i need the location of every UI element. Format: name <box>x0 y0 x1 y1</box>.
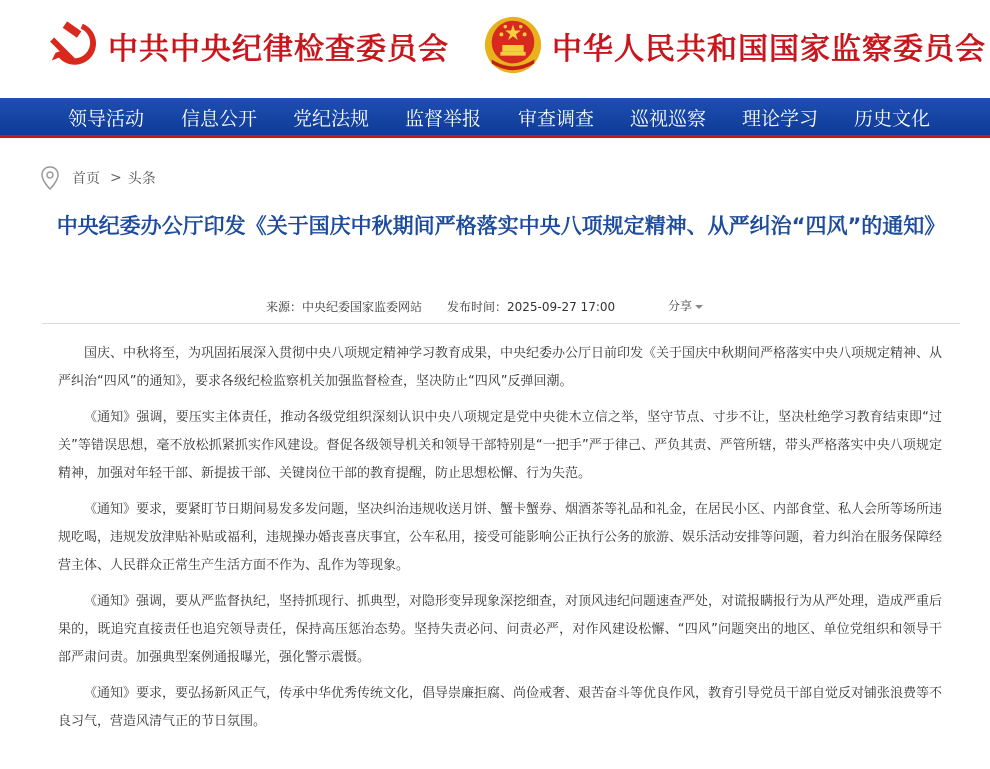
nav-item-inspection[interactable]: 巡视巡察 <box>630 108 707 130</box>
share-label: 分享 <box>668 299 693 313</box>
caret-down-icon <box>695 305 703 309</box>
nav-item-disclosure[interactable]: 信息公开 <box>181 108 258 130</box>
article-paragraph: 《通知》要求，要紧盯节日期间易发多发问题，坚决纠治违规收送月饼、蟹卡蟹券、烟酒茶等礼品和礼金，在居民小区、内部食堂、私人会所等场所违规吃喝，违规发放津贴补贴或福利，违规操办婚丧喜庆事宜，公车私用，接受可能影响公正执行公务的旅游、娱乐活动安排等问题，着力纠治在服务保障经营主体、人民群众正常生产生活方面不作为、乱作为等现象。 <box>58 502 943 573</box>
hammer-sickle-emblem-icon <box>44 16 102 74</box>
main-nav <box>0 98 990 138</box>
nav-item-theory[interactable]: 理论学习 <box>742 108 819 130</box>
breadcrumb-separator: > <box>110 170 122 186</box>
location-pin-icon <box>40 166 60 190</box>
nav-item-history[interactable]: 历史文化 <box>854 108 931 130</box>
breadcrumb-current[interactable]: 头条 <box>127 171 156 187</box>
article-body <box>58 340 942 744</box>
nav-item-report[interactable]: 监督举报 <box>405 108 482 130</box>
article-paragraph: 国庆、中秋将至，为巩固拓展深入贯彻中央八项规定精神学习教育成果，中央纪委办公厅日前印发《关于国庆中秋期间严格落实中央八项规定精神、从严纠治“四风”的通知》，要求各级纪检监察机关加强监督检查，坚决防止“四风”反弹回潮。 <box>58 346 943 389</box>
article-paragraph: 《通知》强调，要压实主体责任，推动各级党组织深刻认识中央八项规定是党中央徙木立信之举，坚守节点、寸步不让，坚决杜绝学习教育结束即“过关”等错误思想，毫不放松抓紧抓实作风建设。督促各级领导机关和领导干部特别是“一把手”严于律己、严负其责、严管所辖，带头严格落实中央八项规定精神，加强对年轻干部、新提拔干部、关键岗位干部的教育提醒，防止思想松懈、行为失范。 <box>58 410 942 481</box>
article-paragraph: 《通知》要求，要弘扬新风正气，传承中华优秀传统文化，倡导崇廉拒腐、尚俭戒奢、艰苦奋斗等优良作风，教育引导党员干部自觉反对铺张浪费等不良习气，营造风清气正的节日氛围。 <box>58 686 943 729</box>
share-button[interactable] <box>668 297 703 314</box>
org-name-cpc-ccdi: 中共中央纪律检查委员会 <box>108 32 449 67</box>
nav-item-regulations[interactable]: 党纪法规 <box>293 108 370 130</box>
breadcrumb-home-link[interactable]: 首页 <box>72 171 100 187</box>
org-name-nsc: 中华人民共和国国家监察委员会 <box>552 32 986 67</box>
article-paragraph: 《通知》强调，要从严监督执纪，坚持抓现行、抓典型，对隐形变异现象深挖细查，对顶风违纪问题速查严处，对谎报瞒报行为从严处理，造成严重后果的，既追究直接责任也追究领导责任，保持高压惩治态势。坚持失责必问、问责必严，对作风建设松懈、“四风”问题突出的地区、单位党组织和领导干部严肃问责。加强典型案例通报曝光，强化警示震慑。 <box>58 594 943 665</box>
article-title: 中央纪委办公厅印发《关于国庆中秋期间严格落实中央八项规定精神、从严纠治“四风”的通知》 <box>56 214 946 238</box>
divider <box>42 323 960 324</box>
article-publish-time: 发布时间：2025-09-27 17:00 <box>447 300 616 314</box>
nav-item-investigation[interactable]: 审查调查 <box>518 108 595 130</box>
nav-item-leadership[interactable]: 领导活动 <box>68 108 145 130</box>
article-source: 来源：中央纪委国家监委网站 <box>266 300 423 314</box>
national-emblem-icon <box>482 13 544 77</box>
site-header <box>0 0 990 98</box>
breadcrumb <box>40 166 156 190</box>
